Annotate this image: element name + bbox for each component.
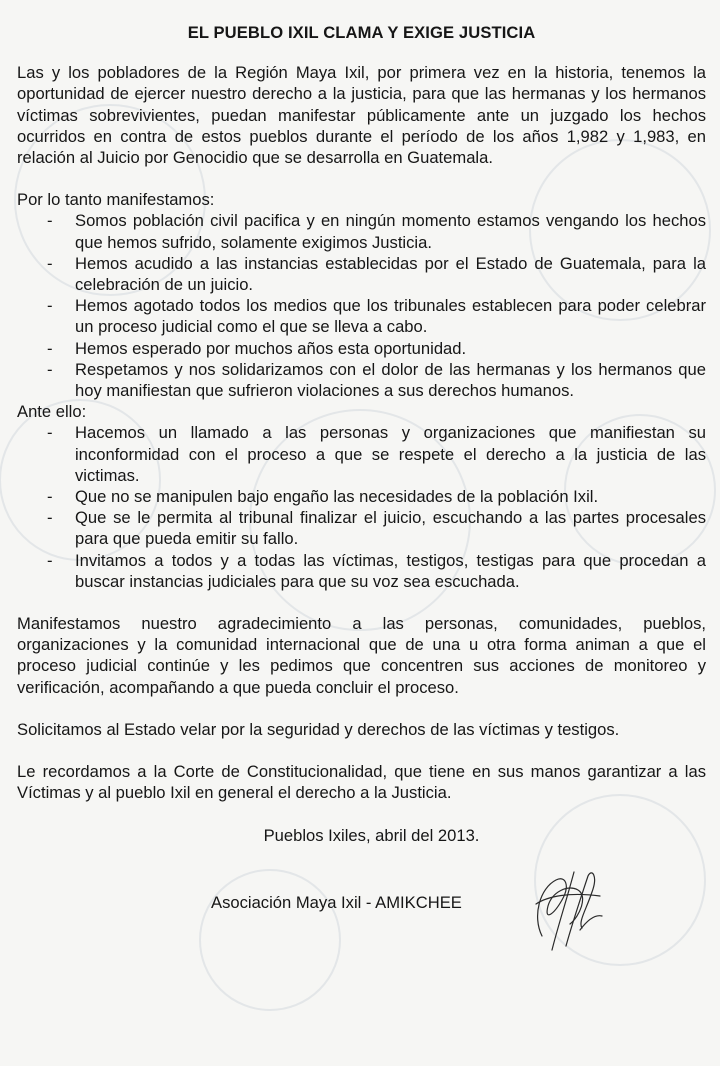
list-item: - Hemos acudido a las instancias establecidas por el Estado de Guatemala, para la celebración de un juicio. [47, 253, 706, 295]
place-date: Pueblos Ixiles, abril del 2013. [263, 825, 480, 845]
list-item: - Que se le permita al tribunal finalizar el juicio, escuchando a las partes procesales para que pueda emitir su fallo. [47, 508, 706, 549]
ante-lead: Ante ello: [17, 402, 87, 422]
list-item: - Somos población civil pacifica y en ningún momento estamos vengando los hechos que hemos sufrido, solamente exigimos Justicia. [47, 211, 706, 252]
document-title: EL PUEBLO IXIL CLAMA Y EXIGE JUSTICIA [187, 23, 536, 42]
court-paragraph: Le recordamos a la Corte de Constitucionalidad, que tiene en sus manos garantizar a las Víctimas y al pueblo Ixil en general el derecho a la Justicia. [17, 762, 706, 803]
manifest-list [17, 210, 706, 401]
signature-block [17, 886, 706, 966]
gratitude-paragraph: Manifestamos nuestro agradecimiento a las personas, comunidades, pueblos, organizaciones y la comunidad internacional que de una u otra forma animan a que el proceso judicial continúe y les pedimos que concentren sus acciones de monitoreo y verificación, acompañando a que pueda concluir el proceso. [17, 614, 706, 697]
list-item: - Que no se manipulen bajo engaño las necesidades de la población Ixil. [47, 487, 599, 507]
intro-paragraph: Las y los pobladores de la Región Maya Ixil, por primera vez en la historia, tenemos la oportunidad de ejercer nuestro derecho a la justicia, para que las hermanas y los hermanos víctimas sobrevivientes, puedan manifestar públicamente ante un juzgado los hechos ocurridos en contra de estos pueblos durante el período de los años 1,982 y 1,983, en relación al Juicio por Genocidio que se desarrolla en Guatemala. [17, 63, 706, 168]
list-item: - Invitamos a todos y a todas las víctimas, testigos, testigas para que procedan a buscar instancias judiciales para que su voz sea escuchada. [47, 550, 706, 591]
state-paragraph: Solicitamos al Estado velar por la seguridad y derechos de las víctimas y testigos. [17, 719, 620, 739]
signer-name: Asociación Maya Ixil - AMIKCHEE [211, 892, 462, 912]
list-item: - Hacemos un llamado a las personas y organizaciones que manifiestan su inconformidad con el proceso a que se respete el derecho a la justicia de las victimas. [47, 423, 706, 485]
list-item: - Respetamos y nos solidarizamos con el dolor de las hermanas y los hermanos que hoy manifiestan que sufrieron violaciones a sus derechos humanos. [47, 359, 706, 401]
handwritten-signature [522, 866, 607, 954]
manifest-lead: Por lo tanto manifestamos: [17, 190, 215, 210]
list-item: - Hemos agotado todos los medios que los tribunales establecen para poder celebrar un proceso judicial como el que se lleva a cabo. [47, 296, 706, 337]
ante-list [17, 422, 706, 592]
list-item: - Hemos esperado por muchos años esta oportunidad. [47, 338, 467, 358]
